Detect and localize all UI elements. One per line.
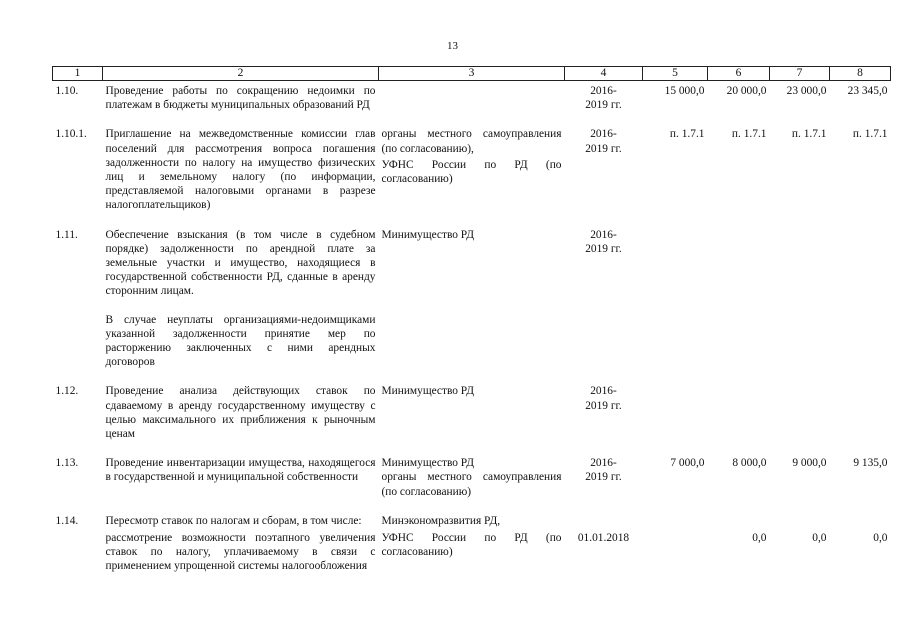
item-executor	[379, 528, 565, 574]
description-paragraph: Проведение работы по сокращению недоимки по платежам в бюджеты муниципальных образований РД	[105, 85, 376, 112]
executor-line: Минимущество РД	[381, 385, 475, 398]
col-header: 4	[565, 67, 643, 81]
item-number: 1.10.	[55, 85, 79, 97]
item-value-8: 0,0	[873, 532, 888, 545]
executor-line: органы местного самоуправления (по согласованию),	[381, 128, 562, 155]
col-header: 2	[103, 67, 379, 81]
item-value-5	[643, 511, 708, 528]
table-row	[53, 225, 891, 370]
table-row	[53, 381, 891, 441]
item-value-6: 8 000,0	[732, 457, 767, 470]
item-number: 1.13.	[55, 457, 79, 470]
executor-line: УФНС России по РД (по согласованию)	[381, 532, 562, 559]
table-row	[53, 528, 891, 574]
item-value-5	[643, 381, 708, 441]
item-value-8	[830, 225, 891, 370]
item-value-6: п. 1.7.1	[731, 128, 767, 141]
row-spacer	[53, 499, 891, 511]
item-value-5: п. 1.7.1	[669, 128, 705, 141]
item-executor	[379, 81, 565, 113]
row-spacer	[53, 369, 891, 381]
col-header: 6	[708, 67, 770, 81]
description-paragraph: Пересмотр ставок по налогам и сборам, в том числе:	[105, 514, 362, 527]
description-paragraph: Обеспечение взыскания (в том числе в судебном порядке) задолженности по арендной плате за земельные участки и имущество, находящиеся в государственной собственности РД, сданные в аренду сторонним лицам.	[105, 228, 376, 298]
col-header: 1	[53, 67, 103, 81]
item-executor	[379, 511, 565, 528]
item-value-5: 15 000,0	[664, 85, 705, 97]
description-paragraph: рассмотрение возможности поэтапного увеличения ставок по налогу, уплачиваемому в связи с применением упрощенной системы налогообложения	[105, 532, 376, 573]
item-value-8: 23 345,0	[847, 85, 888, 97]
item-value-7: 0,0	[812, 532, 827, 545]
item-value-5	[643, 528, 708, 574]
table-row	[53, 81, 891, 113]
item-term: 01.01.2018	[577, 532, 630, 545]
item-number	[53, 528, 103, 574]
row-spacer	[53, 112, 891, 124]
executor-line: Минимущество РД	[381, 228, 475, 241]
executor-line: Минимущество РД	[381, 457, 475, 470]
item-description	[103, 453, 379, 499]
item-value-6: 0,0	[752, 532, 767, 545]
item-executor	[379, 225, 565, 370]
executor-line: органы местного самоуправления (по согласованию)	[381, 471, 562, 498]
item-term: 2016- 2019 гг.	[585, 128, 622, 155]
item-executor	[379, 453, 565, 499]
page-number: 13	[447, 40, 458, 52]
item-description	[103, 124, 379, 212]
item-value-5	[643, 225, 708, 370]
item-value-7	[770, 381, 830, 441]
item-description	[103, 225, 379, 370]
table-row	[53, 124, 891, 212]
table-row	[53, 511, 891, 528]
executor-line: УФНС России по РД (по согласованию)	[381, 158, 562, 186]
item-number: 1.10.1.	[55, 128, 87, 141]
item-description	[103, 528, 379, 574]
description-paragraph: Проведение инвентаризации имущества, находящегося в государственной и муниципальной собственности	[105, 457, 376, 484]
item-number: 1.11.	[55, 228, 78, 241]
item-value-6	[708, 381, 770, 441]
item-value-6: 20 000,0	[726, 85, 767, 97]
item-description	[103, 81, 379, 113]
item-value-8	[830, 511, 891, 528]
item-value-7	[770, 511, 830, 528]
col-header: 3	[379, 67, 565, 81]
executor-line: Минэкономразвития РД,	[381, 514, 501, 527]
item-description	[103, 381, 379, 441]
item-number: 1.12.	[55, 385, 79, 398]
col-header: 7	[770, 67, 830, 81]
col-header: 5	[643, 67, 708, 81]
item-term: 2016- 2019 гг.	[585, 228, 622, 255]
description-paragraph: Проведение анализа действующих ставок по сдаваемому в аренду государственному имуществу с целью максимального их приближения к рыночным ценам	[105, 385, 376, 441]
header-row	[53, 67, 891, 81]
item-term	[565, 511, 643, 528]
col-header: 8	[830, 67, 891, 81]
item-value-7: п. 1.7.1	[791, 128, 827, 141]
item-term: 2016- 2019 гг.	[585, 457, 622, 484]
table-row	[53, 453, 891, 499]
item-value-7: 23 000,0	[786, 85, 827, 97]
item-value-6	[708, 511, 770, 528]
item-value-7	[770, 225, 830, 370]
item-term: 2016- 2019 гг.	[585, 385, 622, 412]
item-value-7: 9 000,0	[792, 457, 827, 470]
item-executor	[379, 124, 565, 212]
item-term: 2016- 2019 гг.	[585, 85, 622, 112]
item-value-5: 7 000,0	[670, 457, 705, 470]
item-executor	[379, 381, 565, 441]
description-paragraph: В случае неуплаты организациями-недоимщиками указанной задолженности принятие мер по расторжению заключенных с ними арендных договоров	[105, 313, 376, 369]
item-description	[103, 511, 379, 528]
item-value-8: п. 1.7.1	[852, 128, 888, 141]
measures-table	[52, 66, 891, 574]
row-spacer	[53, 213, 891, 225]
item-value-8	[830, 381, 891, 441]
row-spacer	[53, 441, 891, 453]
description-paragraph: Приглашение на межведомственные комиссии глав поселений для рассмотрения вопроса погашения задолженности по налогу на имущество физических лиц и земельному налогу (по информации, представляемой налоговыми органами в разрезе налогоплательщиков)	[105, 128, 376, 212]
item-number: 1.14.	[55, 514, 79, 527]
item-value-6	[708, 225, 770, 370]
item-value-8: 9 135,0	[853, 457, 888, 470]
